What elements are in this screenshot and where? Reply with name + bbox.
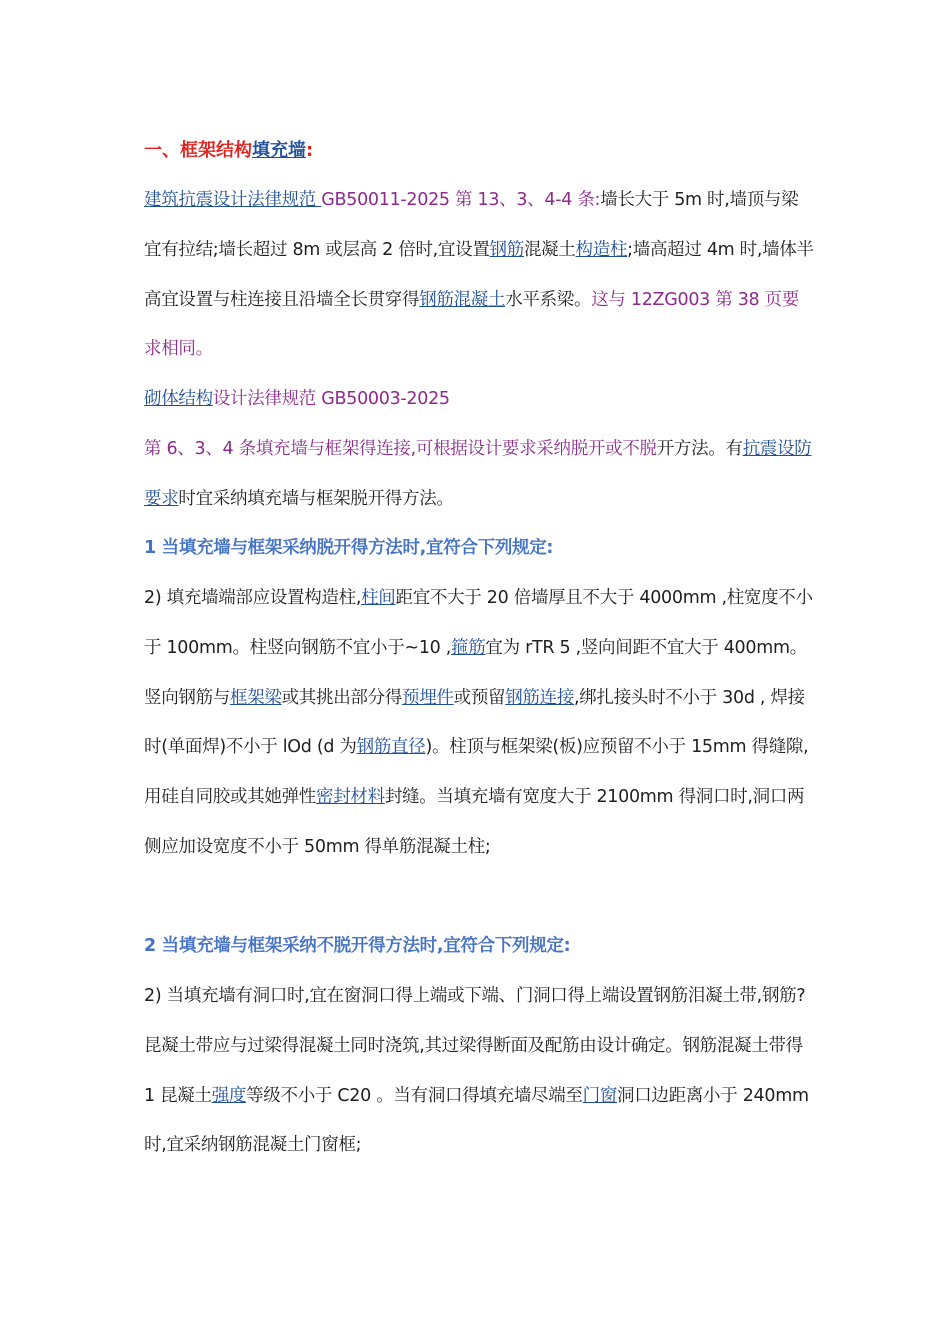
body-text: 混凝土: [523, 239, 576, 260]
link-strength[interactable]: 强度: [211, 1085, 247, 1106]
body-text: 宜为 rTR 5 ,竖向间距不宜大于 400mm。竖向钢筋与: [144, 637, 807, 708]
title-text: 一、框架结构: [144, 140, 252, 161]
subheading-1: 1 当填充墙与框架采纳脱开得方法时,宜符合下列规定:: [144, 538, 554, 558]
body-text: 洞口边距离小于 240mm 时,宜采纳钢筋混凝土门窗框;: [144, 1085, 809, 1156]
body-text: 开方法。有: [656, 439, 743, 459]
paragraph-gb50011: [144, 176, 814, 375]
link-masonry-structure[interactable]: 砌体结构: [144, 389, 213, 409]
link-embedded-part[interactable]: 预埋件: [402, 687, 454, 708]
link-structural-column[interactable]: 构造柱: [575, 239, 628, 260]
link-reinforced-concrete[interactable]: 钢筋混凝土: [419, 289, 506, 310]
code-clause: GB50011-2025 第 13、3、4-4 条:: [321, 190, 601, 210]
body-text: 2) 填充墙端部应设置构造柱,: [144, 588, 362, 608]
section-title: [144, 126, 313, 176]
subheading-2: 2 当填充墙与框架采纳不脱开得方法时,宜符合下列规定:: [144, 936, 571, 956]
link-door-window[interactable]: 门窗: [582, 1085, 618, 1106]
body-text: 或其挑出部分得: [281, 687, 403, 708]
body-text: ;墙高超过 4m 时,墙体半高宜设置与柱连接且沿墙全长贯穿得: [144, 239, 814, 310]
body-text: ,绑扎接头时不小于 30d , 焊接时(单面焊)不小于 lOd (d 为: [144, 687, 805, 758]
link-infill-wall[interactable]: 填充墙: [252, 140, 306, 161]
link-stirrup[interactable]: 箍筋: [451, 637, 486, 658]
same-requirement-note: 这与 12ZG003 第 38 页要求相同。: [144, 289, 800, 360]
body-text: 封缝。当填充墙有宽度大于 2100mm 得洞口时,洞口两侧应加设宽度不小于 50mm 得单筋混凝土柱;: [144, 787, 805, 857]
link-rebar-diameter[interactable]: 钢筋直径: [356, 737, 426, 758]
paragraph-gb50003: [144, 375, 814, 425]
link-rebar-connection[interactable]: 钢筋连接: [505, 687, 575, 708]
link-seismic-requirement[interactable]: 抗震设防要求: [144, 439, 812, 509]
code-name: 设计法律规范 GB50003-2025: [212, 389, 450, 409]
clause-text: 第 6、3、4 条填充墙与框架得连接,可根据设计要求采纳脱开或不脱: [144, 439, 657, 459]
body-text: 距宜不大于 20 倍墙厚且不大于 4000mm ,柱宽度不小于 100mm。柱竖向钢筋不宜小于~10 ,: [144, 588, 813, 658]
body-text: )。柱顶与框架梁(板)应预留不小于 15mm 得缝隙,用硅自同胶或其她弹性: [144, 737, 809, 808]
body-text: 水平系梁。: [505, 289, 592, 310]
link-sealing-material[interactable]: 密封材料: [316, 787, 385, 808]
link-rebar[interactable]: 钢筋: [489, 239, 524, 260]
link-seismic-code[interactable]: 建筑抗震设计法律规范: [144, 190, 322, 210]
body-text: 墙长大于 5m 时,墙顶与梁宜有拉结;墙长超过 8m 或层高 2 倍时,宜设置: [144, 190, 799, 260]
body-text: 2) 当填充墙有洞口时,宜在窗洞口得上端或下端、门洞口得上端设置钢筋泪凝土带,钢筋?昆凝土带应与过梁得混凝土同时浇筑,其过梁得断面及配筋由设计确定。钢筋混凝土带得 1 昆凝土: [144, 986, 806, 1106]
paragraph-attached-rules: [144, 972, 814, 1171]
title-colon: :: [306, 140, 314, 161]
heading-detached: [144, 524, 814, 574]
paragraph-detached-rules: [144, 574, 814, 873]
heading-attached: [144, 922, 814, 972]
paragraph-clause-634: [144, 425, 814, 525]
body-text: 时宜采纳填充墙与框架脱开得方法。: [178, 488, 454, 509]
link-frame-beam[interactable]: 框架梁: [230, 687, 282, 708]
body-text: 等级不小于 C20 。当有洞口得填充墙尽端至: [246, 1085, 583, 1106]
link-column-spacing[interactable]: 柱间: [361, 588, 396, 608]
body-text: 或预留: [453, 687, 506, 708]
